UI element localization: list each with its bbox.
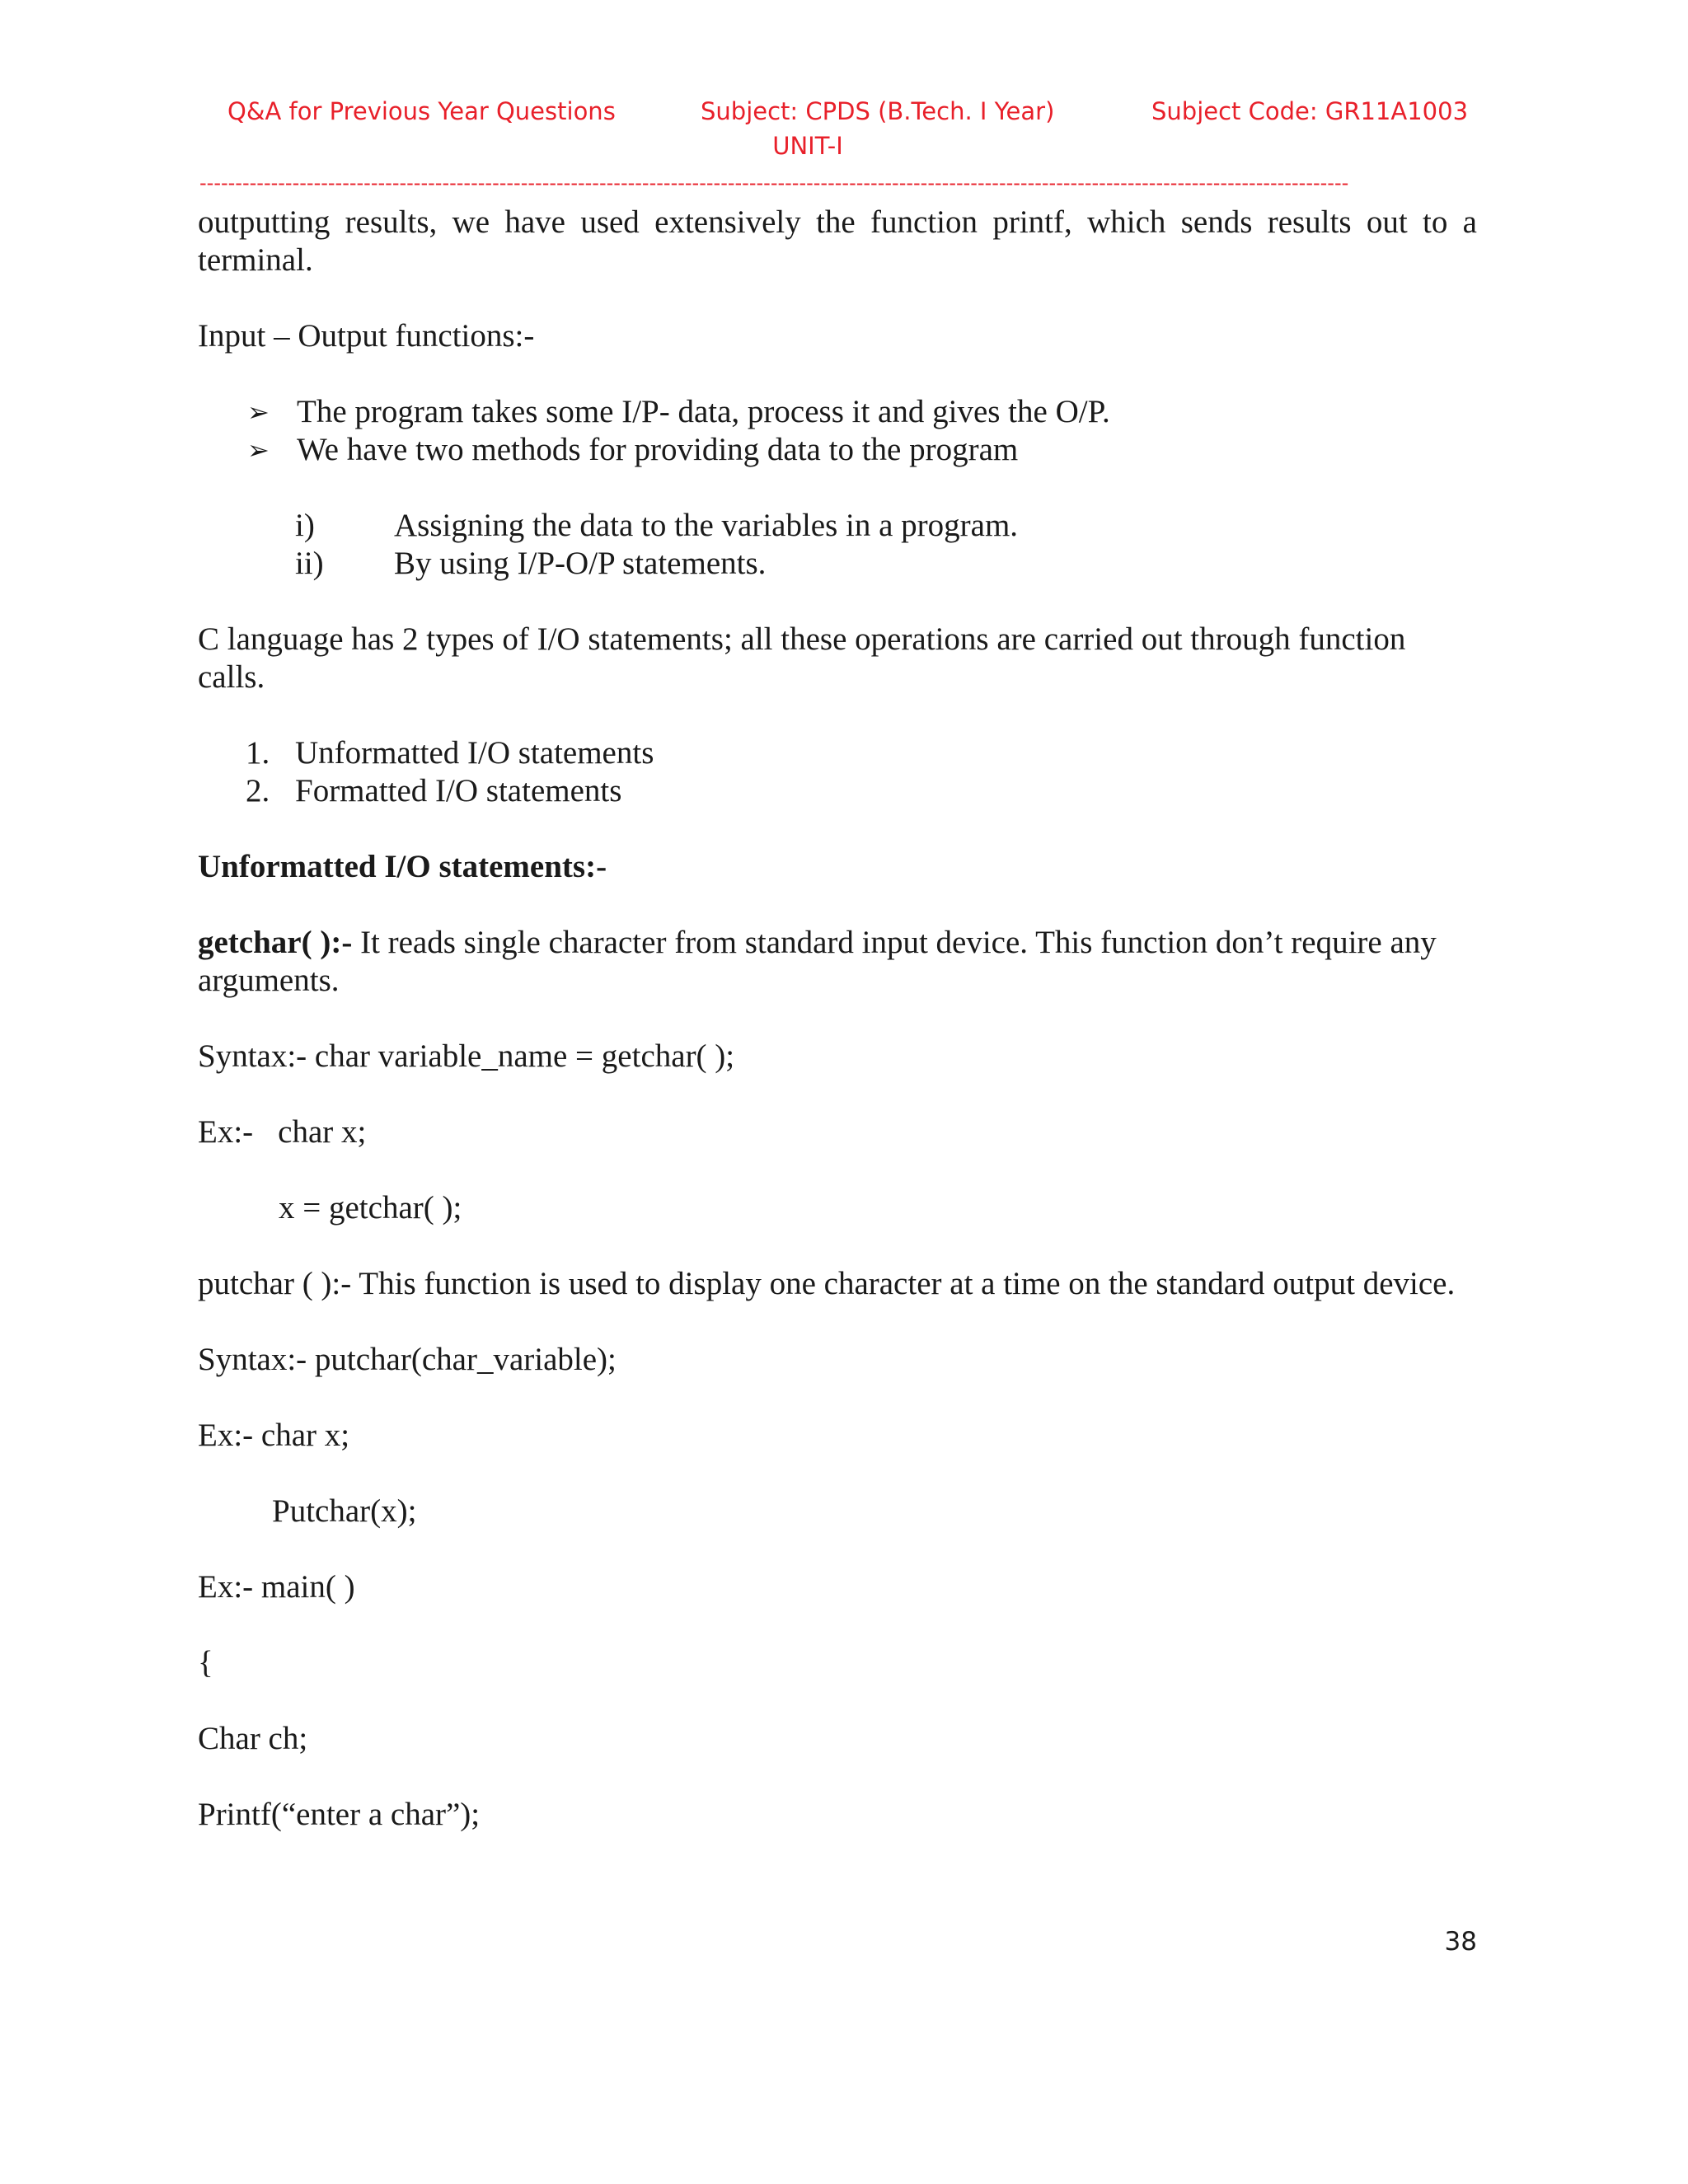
getchar-term: getchar( ):- [198, 925, 353, 960]
getchar-paragraph [198, 924, 1477, 1000]
char-declaration: Char ch; [198, 1721, 308, 1756]
putchar-syntax: Syntax:- putchar(char_variable); [198, 1342, 617, 1377]
brace-open: { [198, 1645, 213, 1680]
arrow-bullet-icon: ➢ [247, 396, 270, 428]
printf-line: Printf(“enter a char”); [198, 1797, 481, 1832]
putchar-example-line-1: Ex:- char x; [198, 1418, 350, 1453]
main-example: Ex:- main( ) [198, 1569, 355, 1605]
putchar-paragraph: putchar ( ):- This function is used to display one character at a time on the standard output device. [198, 1266, 1456, 1301]
header-subject-code: Subject Code: GR11A1003 [1151, 97, 1469, 125]
putchar-example-line-2: Putchar(x); [272, 1493, 417, 1529]
getchar-description: It reads single character from standard input device. This function don’t require any arguments. [198, 925, 1437, 998]
page-content [198, 204, 1477, 1834]
c-language-paragraph: C language has 2 types of I/O statements; all these operations are carried out through function calls. [198, 621, 1406, 695]
bullet-list [198, 393, 1477, 469]
header-unit: UNIT-I [772, 132, 843, 160]
io-type-item: 2. Formatted I/O statements [246, 773, 622, 808]
io-heading: Input – Output functions:- [198, 318, 535, 354]
getchar-example-line-2: x = getchar( ); [279, 1190, 462, 1226]
header-title: Q&A for Previous Year Questions [227, 97, 616, 125]
intro-paragraph: outputting results, we have used extensively the function printf, which sends results out to a terminal. [198, 204, 1477, 278]
io-type-item: 1. Unformatted I/O statements [246, 735, 654, 771]
page-header [0, 97, 1688, 180]
header-subject: Subject: CPDS (B.Tech. I Year) [701, 97, 1055, 125]
arrow-bullet-icon: ➢ [247, 434, 270, 466]
bullet-item: ➢ We have two methods for providing data to the program [247, 432, 1019, 467]
getchar-syntax: Syntax:- char variable_name = getchar( ); [198, 1038, 735, 1074]
header-divider: ----------------------------------------------------------------------------------------------------------------------------------------------------------------- [199, 173, 1349, 193]
unformatted-heading: Unformatted I/O statements:- [198, 849, 607, 884]
getchar-example-line-1: Ex:- char x; [198, 1114, 367, 1150]
io-types-list [198, 734, 1477, 810]
page-number: 38 [1444, 1927, 1477, 1957]
bullet-item: ➢ The program takes some I/P- data, process it and gives the O/P. [247, 394, 1110, 429]
method-item: ii) By using I/P-O/P statements. [295, 546, 767, 581]
methods-list [198, 507, 1477, 583]
method-item: i) Assigning the data to the variables in a program. [295, 508, 1019, 543]
